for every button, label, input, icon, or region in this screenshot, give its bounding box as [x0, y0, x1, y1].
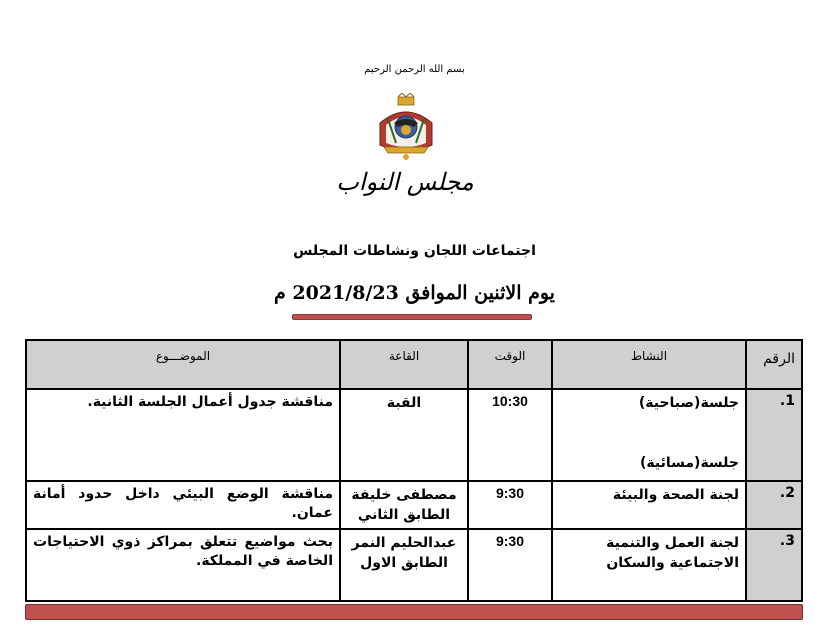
row-number: 1. [746, 389, 802, 481]
row-topic: مناقشة جدول أعمال الجلسة الثانية. [26, 389, 340, 481]
document-date: يوم الاثنين الموافق 2021/8/23 م [274, 282, 555, 304]
row-activity: لجنة العمل والتنمية الاجتماعية والسكان [552, 529, 746, 601]
activity-evening: جلسة(مسائية) [640, 455, 739, 471]
row-time: 10:30 [468, 389, 552, 481]
row-number: 2. [746, 481, 802, 529]
row-activity: لجنة الصحة والبيئة [552, 481, 746, 529]
row-hall: القبة [340, 389, 468, 481]
document-title: اجتماعات اللجان ونشاطات المجلس [293, 243, 536, 259]
row-activity [552, 389, 746, 481]
coat-of-arms-icon [372, 93, 440, 161]
activity-morning: جلسة(صباحية) [638, 395, 739, 411]
date-underline [292, 314, 532, 320]
row-time: 9:30 [468, 529, 552, 601]
table-row [26, 389, 802, 481]
table-row [26, 481, 802, 529]
table-header-row [26, 340, 802, 389]
header-activity: النشاط [552, 340, 746, 389]
row-topic: بحث مواضيع تتعلق بمراكز ذوي الاحتياجات الخاصة في المملكة. [26, 529, 340, 601]
row-hall: عبدالحليم النمر الطابق الاول [340, 529, 468, 601]
footer-bar [25, 604, 803, 620]
table-row [26, 529, 802, 601]
header-topic: الموضـــوع [26, 340, 340, 389]
header-number: الرقم [746, 340, 802, 389]
row-time: 9:30 [468, 481, 552, 529]
header-time: الوقت [468, 340, 552, 389]
row-number: 3. [746, 529, 802, 601]
parliament-logo-text: مجلس النواب [336, 168, 474, 196]
row-topic: مناقشة الوضع البيئي داخل حدود أمانة عمان. [26, 481, 340, 529]
basmala-text: بسم الله الرحمن الرحيم [364, 64, 465, 75]
row-hall: مصطفى خليفة الطابق الثاني [340, 481, 468, 529]
schedule-table [25, 339, 803, 602]
header-hall: القاعة [340, 340, 468, 389]
